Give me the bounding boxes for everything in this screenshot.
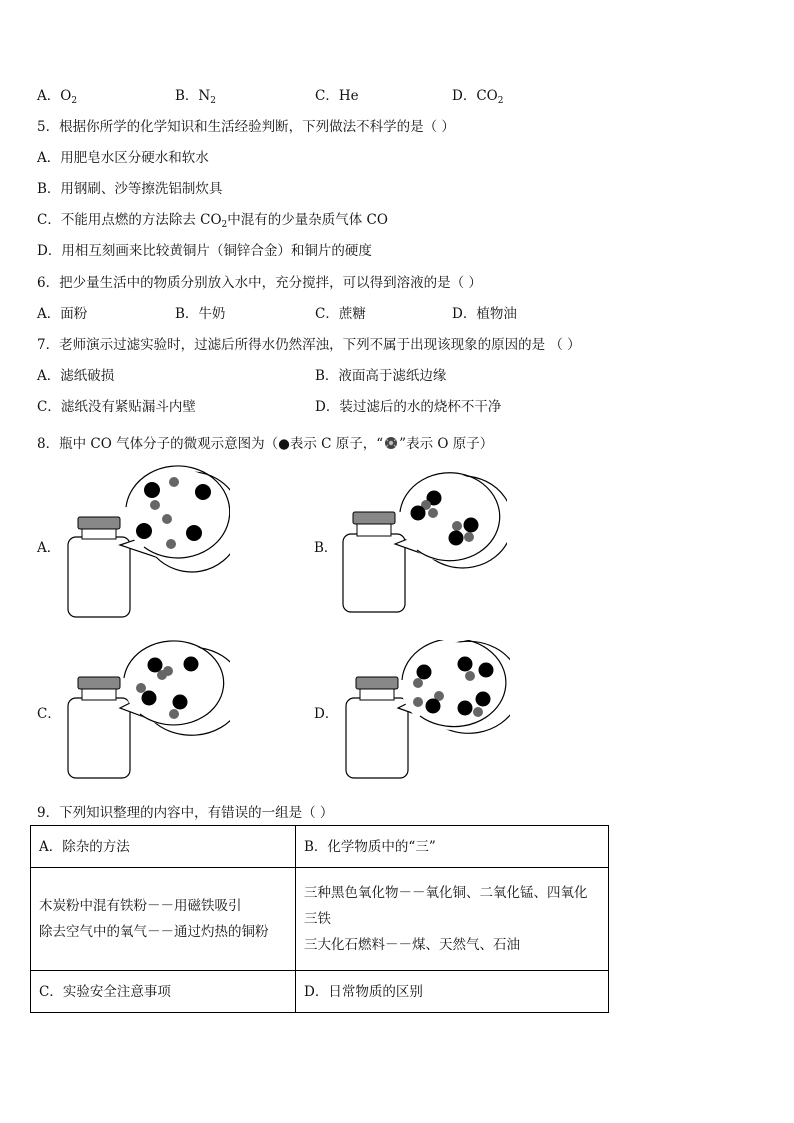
q4-option-c: C．He [315,88,359,104]
q5-option-a: A．用肥皂水区分硬水和软水 [37,150,209,166]
q8-label-a: A． [37,540,61,556]
q6-option-d: D．植物油 [452,306,517,322]
q6-option-b: B．牛奶 [175,306,226,322]
q4-option-d: D．$CO_2$ [452,88,504,106]
table-cell-a-content: 木炭粉中混有铁粉－－用磁铁吸引 除去空气中的氧气－－通过灼热的铜粉 [31,868,296,971]
table-cell-b-content: 三种黑色氧化物－－氧化铜、二氧化锰、四氧化 三铁 三大化石燃料－－煤、天然气、石油 [296,868,609,971]
q9-knowledge-table [30,825,609,1013]
table-cell-d-title: D．日常物质的区别 [296,971,609,1013]
q6-option-a: A．面粉 [37,306,88,322]
oxygen-atom-icon [383,436,399,450]
q8-figure-d [340,640,510,785]
q7-option-a: A．滤纸破损 [37,368,115,384]
table-cell-c-title: C．实验安全注意事项 [31,971,296,1013]
q8-figure-c [60,640,230,785]
q5-stem: 5．根据你所学的化学知识和生活经验判断，下列做法不科学的是（ ） [37,119,455,135]
q7-stem: 7．老师演示过滤实验时，过滤后所得水仍然浑浊，下列不属于出现该现象的原因的是 （ ） [37,337,581,353]
q8-label-b: B． [314,540,338,556]
q6-stem: 6．把少量生活中的物质分别放入水中，充分搅拌，可以得到溶液的是（ ） [37,275,482,291]
q8-stem: 8．瓶中 CO 气体分子的微观示意图为（●表示 C 原子，“ ”表示 O 原子） [37,436,494,452]
q6-option-c: C．蔗糖 [315,306,366,322]
q9-stem: 9．下列知识整理的内容中，有错误的一组是（ ） [37,805,334,821]
table-cell-a-title: A．除杂的方法 [31,826,296,868]
q7-option-d: D．装过滤后的水的烧杯不干净 [315,399,502,415]
q8-figure-a [60,465,230,625]
q5-option-b: B．用钢刷、沙等擦洗铝制炊具 [37,181,223,197]
table-cell-b-title: B．化学物质中的“三” [296,826,609,868]
q7-option-b: B．液面高于滤纸边缘 [315,368,447,384]
q8-figure-b [337,470,507,620]
q8-label-c: C． [37,706,61,722]
q7-option-c: C．滤纸没有紧贴漏斗内壁 [37,399,196,415]
q8-label-d: D． [314,706,339,722]
q5-option-d: D．用相互刻画来比较黄铜片（铜锌合金）和铜片的硬度 [37,243,372,259]
q5-option-c: C．不能用点燃的方法除去 $CO_2$中混有的少量杂质气体 CO [37,212,388,230]
q4-option-b: B．$N_2$ [175,88,216,106]
q4-option-a: A．$O_2$ [37,88,78,106]
